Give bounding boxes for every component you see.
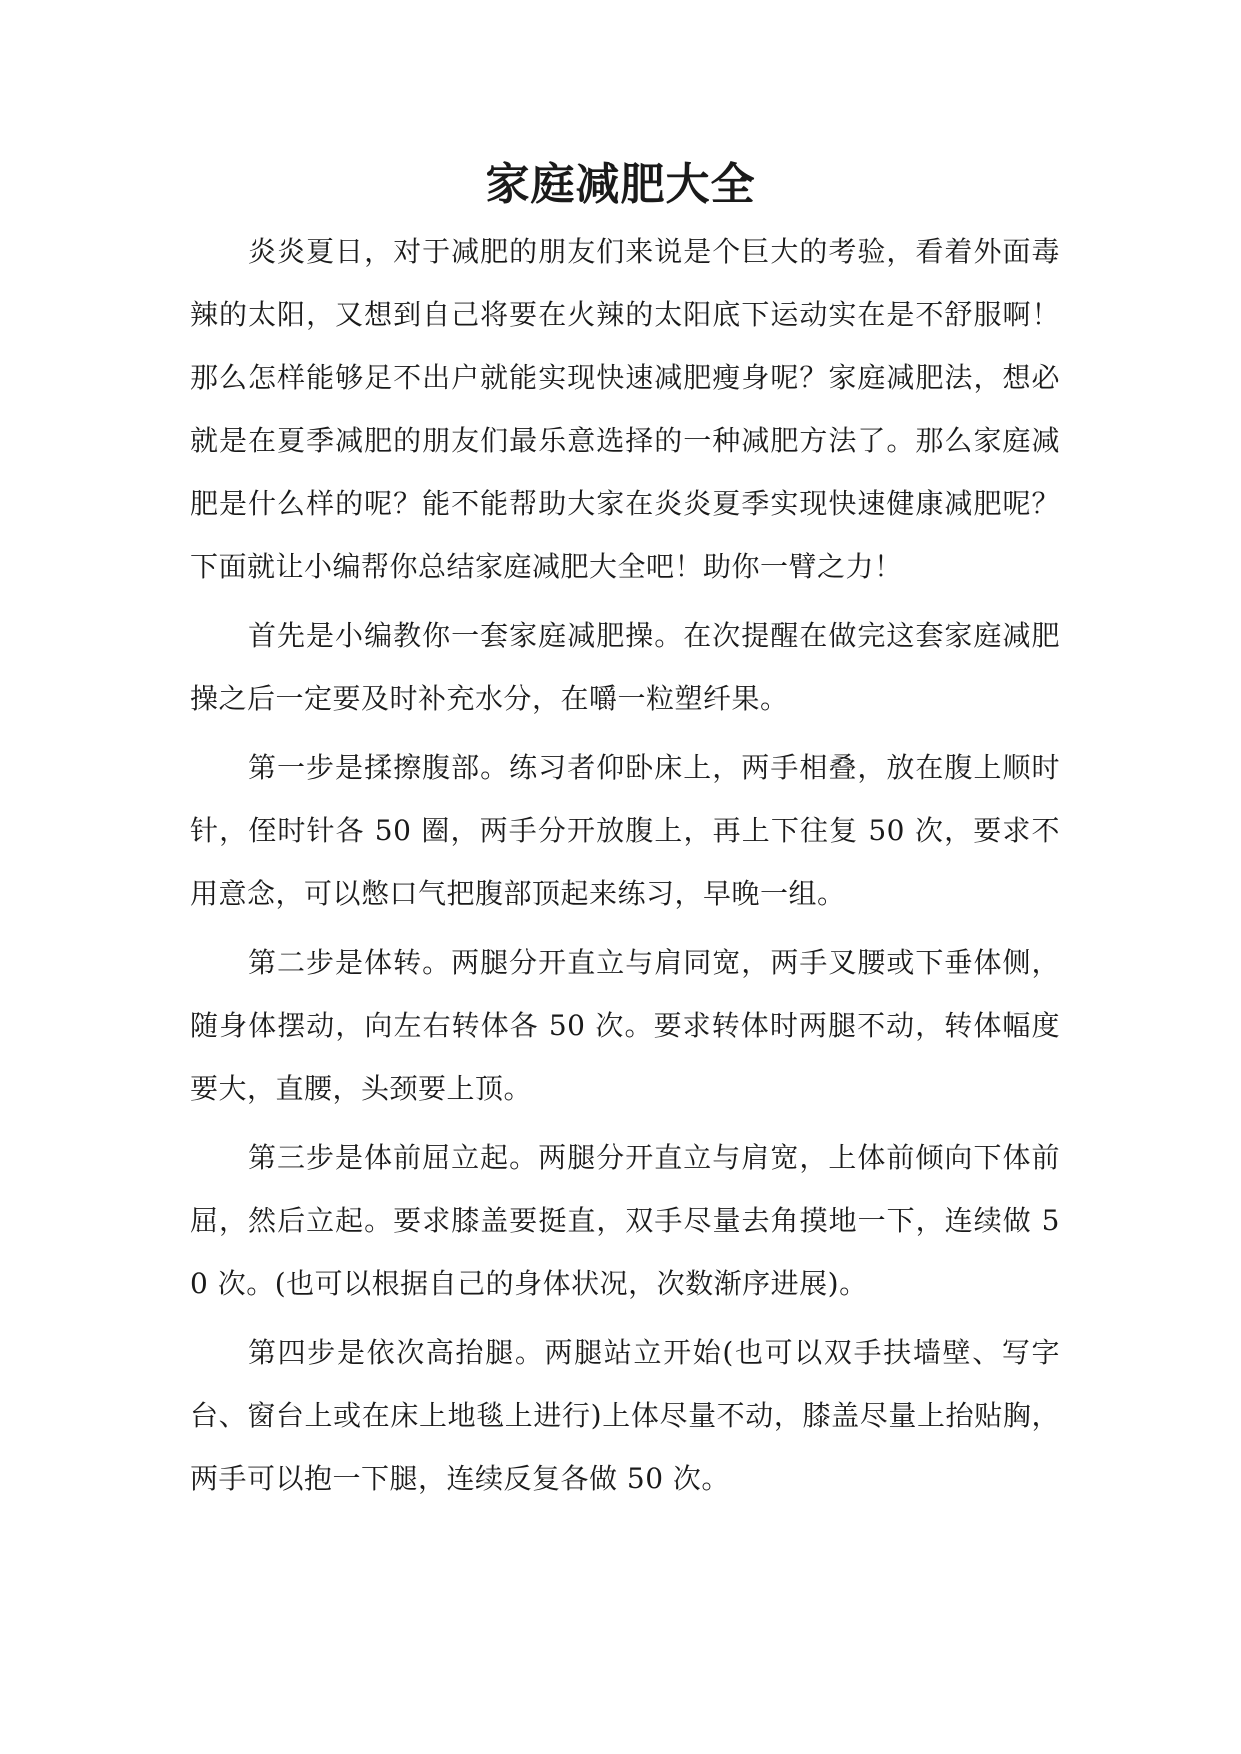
paragraph-intro: 炎炎夏日，对于减肥的朋友们来说是个巨大的考验，看着外面毒辣的太阳，又想到自己将要在火辣的太阳底下运动实在是不舒服啊！那么怎样能够足不出户就能实现快速减肥瘦身呢？家庭减肥法，想必就是在夏季减肥的朋友们最乐意选择的一种减肥方法了。那么家庭减肥是什么样的呢？能不能帮助大家在炎炎夏季实现快速健康减肥呢？下面就让小编帮你总结家庭减肥大全吧！助你一臂之力！ <box>190 235 1060 583</box>
paragraph-step-one: 第一步是揉擦腹部。练习者仰卧床上，两手相叠，放在腹上顺时针，侄时针各 50 圈，两手分开放腹上，再上下往复 50 次，要求不用意念，可以憋口气把腹部顶起来练习，早晚一组。 <box>190 751 1060 910</box>
paragraph-step-two: 第二步是体转。两腿分开直立与肩同宽，两手叉腰或下垂体侧，随身体摆动，向左右转体各 50 次。要求转体时两腿不动，转体幅度要大，直腰，头颈要上顶。 <box>190 946 1060 1105</box>
paragraph-exercise-intro: 首先是小编教你一套家庭减肥操。在次提醒在做完这套家庭减肥操之后一定要及时补充水分，在嚼一粒塑纤果。 <box>190 619 1060 715</box>
document-title: 家庭减肥大全 <box>485 159 756 210</box>
document-body <box>190 220 1060 1516</box>
paragraph-step-three: 第三步是体前屈立起。两腿分开直立与肩宽，上体前倾向下体前屈，然后立起。要求膝盖要挺直，双手尽量去角摸地一下，连续做 50 次。(也可以根据自己的身体状况，次数渐序进展)。 <box>190 1141 1060 1300</box>
paragraph-step-four: 第四步是依次高抬腿。两腿站立开始(也可以双手扶墙壁、写字台、窗台上或在床上地毯上进行)上体尽量不动，膝盖尽量上抬贴胸，两手可以抱一下腿，连续反复各做 50 次。 <box>190 1336 1060 1495</box>
